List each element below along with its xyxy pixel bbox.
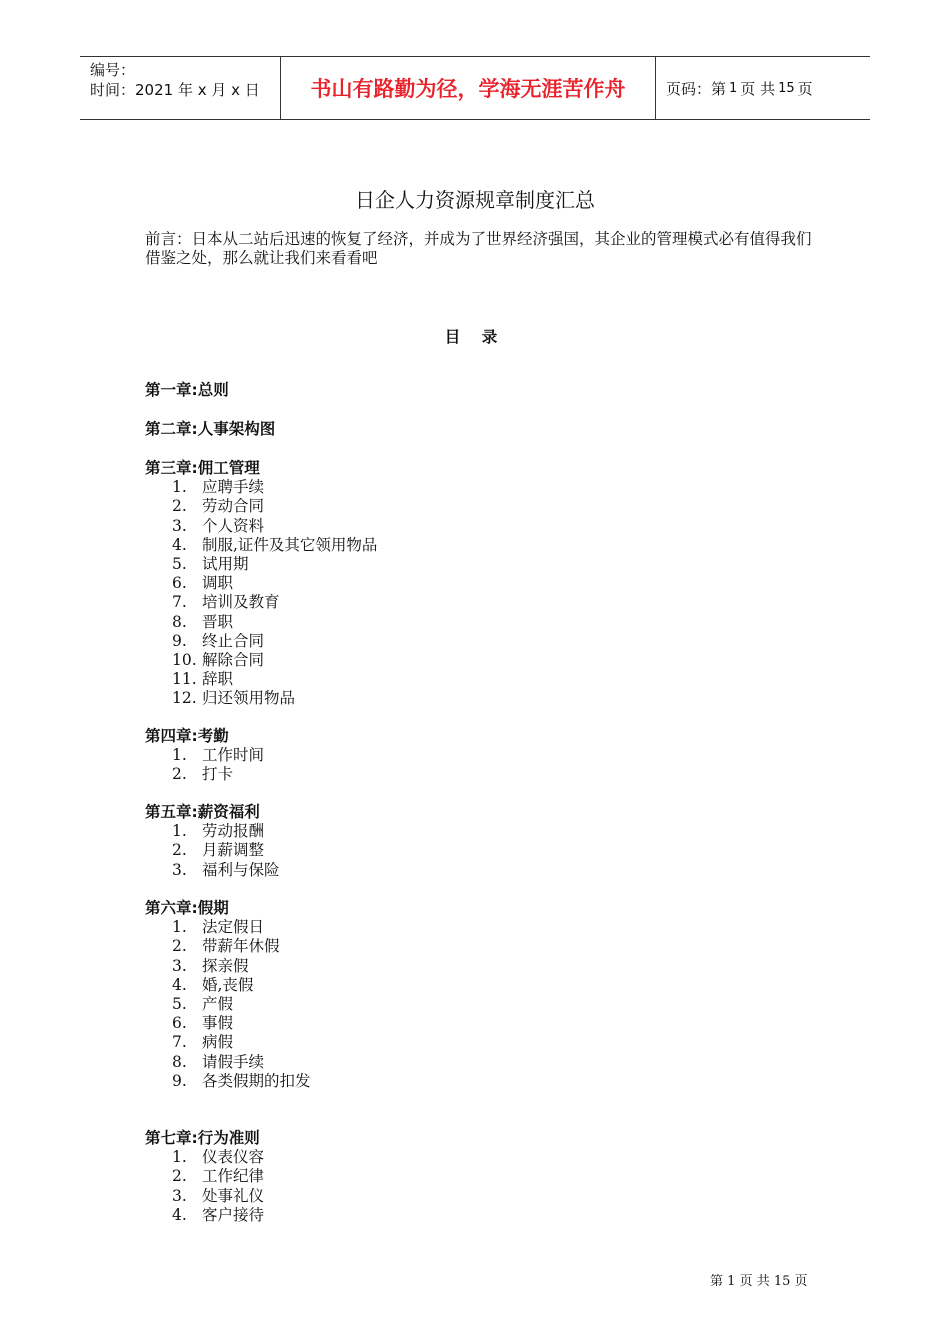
- page-footer: [710, 1270, 808, 1289]
- toc-item: [145, 995, 311, 1014]
- toc-item-text: 处事礼仪: [202, 1186, 265, 1205]
- toc-item-number: 12.: [172, 689, 197, 708]
- toc-item: [145, 517, 377, 536]
- toc-chapter-heading: 第一章:总则: [145, 381, 229, 399]
- toc-item: [145, 555, 377, 574]
- toc-chapter-heading: 第六章:假期: [145, 899, 229, 917]
- toc-item-text: 仪表仪容: [202, 1148, 265, 1167]
- toc-item-text: 法定假日: [202, 918, 265, 937]
- page-suffix: 页: [797, 79, 813, 98]
- toc-item-text: 劳动合同: [202, 497, 265, 516]
- toc-item-number: 5.: [172, 555, 187, 574]
- document-time: 时间：2021 年 x 月 x 日: [90, 81, 260, 99]
- toc-item-number: 3.: [172, 516, 187, 535]
- toc-item-number: 1.: [172, 822, 187, 841]
- toc-item: [145, 1206, 264, 1225]
- toc-item-text: 工作纪律: [202, 1167, 265, 1186]
- toc-item-text: 福利与保险: [202, 860, 280, 879]
- toc-item-number: 2.: [172, 841, 187, 860]
- toc-item-text: 请假手续: [202, 1052, 265, 1071]
- toc-item-text: 病假: [202, 1033, 234, 1052]
- document-title: 日企人力资源规章制度汇总: [355, 188, 595, 212]
- toc-item-text: 客户接待: [202, 1205, 265, 1224]
- toc-chapter: [145, 459, 377, 709]
- toc-item-text: 归还领用物品: [202, 689, 296, 708]
- toc-item-number: 3.: [172, 1186, 187, 1205]
- toc-item-number: 4.: [172, 535, 187, 554]
- header-page-number: [656, 57, 870, 119]
- page-mid: 页 共: [740, 79, 776, 98]
- preface-paragraph: 前言：日本从二站后迅速的恢复了经济，并成为了世界经济强国，其企业的管理模式必有值得我们借鉴之处，那么就让我们来看看吧: [145, 230, 812, 267]
- toc-item-number: 4.: [172, 1205, 187, 1224]
- toc-item-text: 个人资料: [202, 516, 265, 535]
- page-prefix: 页码：第: [666, 79, 727, 98]
- toc-chapter: [145, 420, 275, 439]
- toc-item: [145, 976, 311, 995]
- toc-item: [145, 1148, 264, 1167]
- toc-item-number: 6.: [172, 574, 187, 593]
- toc-item-text: 晋职: [202, 612, 234, 631]
- toc-item-text: 月薪调整: [202, 841, 265, 860]
- toc-item-number: 6.: [172, 1014, 187, 1033]
- toc-item-number: 2.: [172, 1167, 187, 1186]
- toc-chapter: [145, 899, 311, 1091]
- header-meta: [80, 57, 281, 119]
- toc-title: 目 录: [444, 328, 506, 346]
- toc-item-text: 解除合同: [202, 651, 265, 670]
- toc-chapter-heading: 第四章:考勤: [145, 727, 229, 745]
- toc-item: [145, 478, 377, 497]
- toc-item-text: 制服,证件及其它领用物品: [202, 535, 378, 554]
- toc-chapter: [145, 1129, 264, 1225]
- toc-item: [145, 593, 377, 612]
- toc-item: [145, 632, 377, 651]
- toc-item-number: 2.: [172, 497, 187, 516]
- toc-item-text: 带薪年休假: [202, 937, 280, 956]
- toc-item-text: 劳动报酬: [202, 822, 265, 841]
- toc-item: [145, 651, 377, 670]
- toc-item-text: 培训及教育: [202, 593, 280, 612]
- toc-item-number: 2.: [172, 765, 187, 784]
- toc-item-text: 工作时间: [202, 746, 265, 765]
- toc-item: [145, 765, 264, 784]
- toc-item-number: 8.: [172, 1052, 187, 1071]
- toc-item-number: 7.: [172, 593, 187, 612]
- toc-item: [145, 536, 377, 555]
- toc-chapter-heading: 第七章:行为准则: [145, 1129, 260, 1147]
- toc-item-number: 7.: [172, 1033, 187, 1052]
- toc-item-number: 1.: [172, 478, 187, 497]
- page-header: [80, 56, 870, 120]
- toc-item-number: 10.: [172, 651, 197, 670]
- toc-chapter-heading: 第五章:薪资福利: [145, 803, 260, 821]
- toc-item-text: 事假: [202, 1014, 234, 1033]
- toc-item-text: 产假: [202, 995, 234, 1014]
- toc-chapter-heading: 第二章:人事架构图: [145, 420, 276, 438]
- document-number-label: 编号：: [90, 61, 136, 79]
- toc-item-number: 3.: [172, 860, 187, 879]
- toc-item: [145, 822, 280, 841]
- toc-item: [145, 861, 280, 880]
- toc-item-number: 3.: [172, 956, 187, 975]
- toc-item-text: 婚,丧假: [202, 975, 254, 994]
- toc-item: [145, 1072, 311, 1091]
- toc-item: [145, 574, 377, 593]
- toc-item-text: 探亲假: [202, 956, 249, 975]
- toc-chapter: [145, 803, 280, 880]
- toc-item: [145, 937, 311, 956]
- toc-item: [145, 670, 377, 689]
- toc-item-number: 2.: [172, 937, 187, 956]
- toc-item: [145, 1014, 311, 1033]
- toc-item-text: 试用期: [202, 555, 249, 574]
- toc-item-number: 9.: [172, 1071, 187, 1090]
- footer-mid: 页 共: [739, 1274, 770, 1289]
- toc-item: [145, 1053, 311, 1072]
- toc-item: [145, 1187, 264, 1206]
- toc-item-text: 终止合同: [202, 631, 265, 650]
- toc-item-number: 1.: [172, 1148, 187, 1167]
- footer-current: 1: [727, 1274, 736, 1289]
- toc-item: [145, 841, 280, 860]
- footer-suffix: 页: [794, 1274, 808, 1289]
- toc-item: [145, 1167, 264, 1186]
- toc-item-number: 8.: [172, 612, 187, 631]
- toc-item-number: 1.: [172, 746, 187, 765]
- toc-item-text: 辞职: [202, 670, 234, 689]
- toc-item: [145, 918, 311, 937]
- footer-total: 15: [773, 1274, 791, 1289]
- toc-item-text: 应聘手续: [202, 478, 265, 497]
- toc-chapter-heading: 第三章:佣工管理: [145, 459, 260, 477]
- toc-item: [145, 746, 264, 765]
- toc-item: [145, 957, 311, 976]
- toc-item-number: 9.: [172, 631, 187, 650]
- toc-item-number: 1.: [172, 918, 187, 937]
- toc-item: [145, 613, 377, 632]
- toc-item-text: 打卡: [202, 765, 234, 784]
- toc-item: [145, 497, 377, 516]
- toc-chapter: [145, 727, 264, 785]
- toc-item: [145, 689, 377, 708]
- page-current: 1: [729, 80, 738, 96]
- toc-item-number: 11.: [172, 670, 197, 689]
- toc-chapter: [145, 381, 229, 400]
- header-slogan: 书山有路勤为径，学海无涯苦作舟: [281, 57, 656, 119]
- page-total: 15: [778, 80, 795, 96]
- footer-prefix: 第: [710, 1274, 724, 1289]
- toc-item-text: 调职: [202, 574, 234, 593]
- toc-item-text: 各类假期的扣发: [202, 1071, 311, 1090]
- toc-item-number: 4.: [172, 975, 187, 994]
- toc-item-number: 5.: [172, 995, 187, 1014]
- toc-item: [145, 1033, 311, 1052]
